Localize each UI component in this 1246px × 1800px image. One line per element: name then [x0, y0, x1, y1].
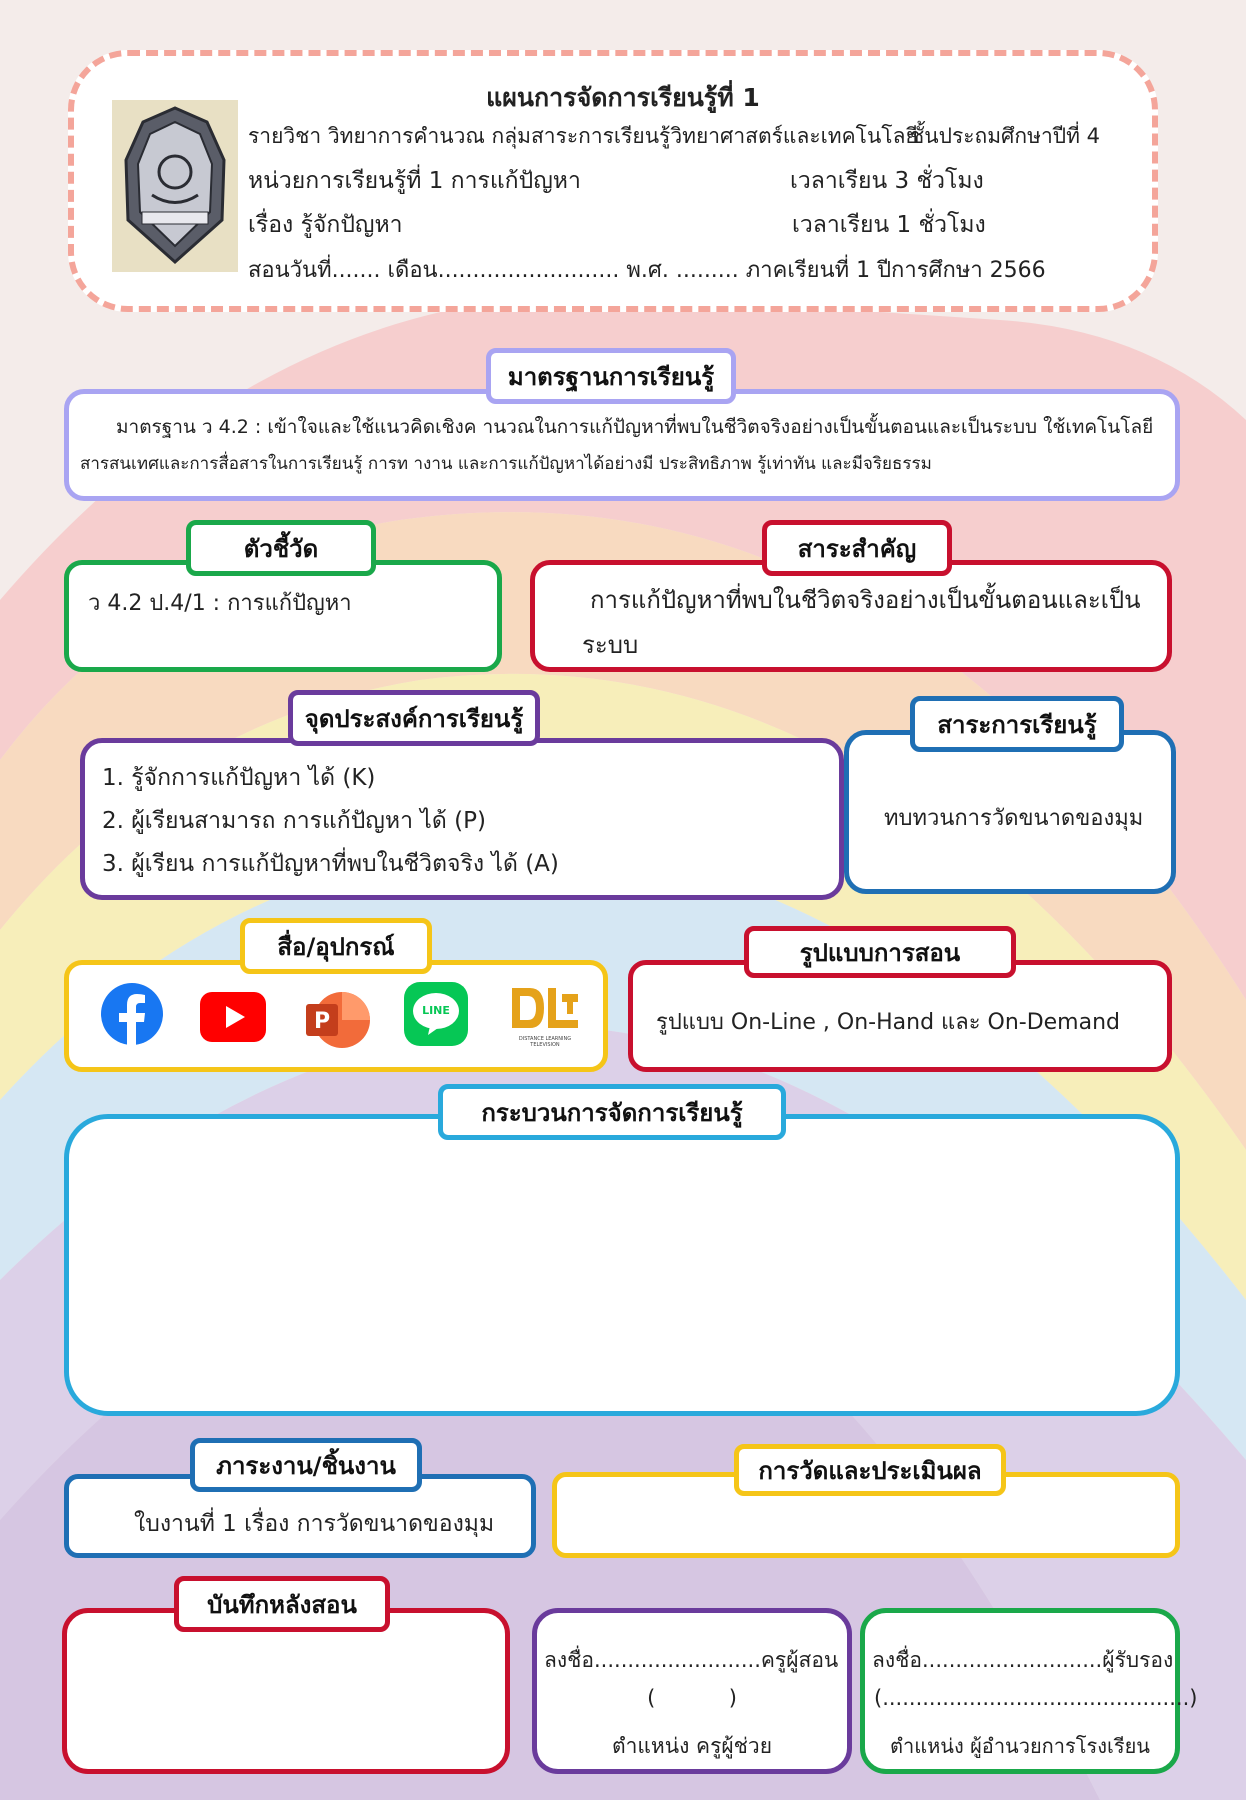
key-concept-line-1: การแก้ปัญหาที่พบในชีวิตจริงอย่างเป็นขั้นตอนและเป็น: [590, 586, 1141, 614]
header-title: แผนการจัดการเรียนรู้ที่ 1: [486, 83, 760, 112]
indicator-text: ว 4.2 ป.4/1 : การแก้ปัญหา: [88, 591, 352, 616]
standard-heading: มาตรฐานการเรียนรู้: [486, 348, 736, 404]
key-concept-heading: สาระสำคัญ: [762, 520, 952, 576]
header-unit-time: เวลาเรียน 3 ชั่วโมง: [790, 168, 984, 194]
header-topic: เรื่อง รู้จักปัญหา: [248, 212, 403, 238]
line-app-label: LINE: [422, 1004, 450, 1017]
teaching-model-text: รูปแบบ On-Line , On-Hand และ On-Demand: [656, 1010, 1120, 1035]
school-seal-icon: [112, 100, 238, 272]
objectives-heading: จุดประสงค์การเรียนรู้: [288, 690, 540, 746]
facebook-icon: [100, 982, 164, 1050]
post-note-box: [62, 1608, 510, 1774]
standard-line-1: มาตรฐาน ว 4.2 : เข้าใจและใช้แนวคิดเชิงค านวณในการแก้ปัญหาที่พบในชีวิตจริงอย่างเป็นขั้นตอนและเป็นระบบ ใช้เทคโนโลยี: [116, 416, 1154, 438]
objective-item-2: 2. ผู้เรียนสามารถ การแก้ปัญหา ได้ (P): [102, 808, 486, 834]
objective-item-3: 3. ผู้เรียน การแก้ปัญหาที่พบในชีวิตจริง ได้ (A): [102, 851, 559, 877]
indicator-heading: ตัวชี้วัด: [186, 520, 376, 576]
process-heading: กระบวนการจัดการเรียนรู้: [438, 1084, 786, 1140]
dltv-label: DISTANCE LEARNING TELEVISION: [518, 1036, 572, 1048]
director-signature-line: ลงชื่อ...........................ผู้รับรอง: [872, 1648, 1174, 1672]
content-heading: สาระการเรียนรู้: [910, 696, 1124, 752]
powerpoint-icon: [302, 990, 372, 1054]
task-heading: ภาระงาน/ชิ้นงาน: [190, 1438, 422, 1492]
teacher-signature-line: ลงชื่อ.........................ครูผู้สอน: [544, 1648, 839, 1672]
media-heading: สื่อ/อุปกรณ์: [240, 918, 432, 974]
standard-line-2: สารสนเทศและการสื่อสารในการเรียนรู้ การท างาน และการแก้ปัญหาได้อย่างมี ประสิทธิภาพ รู้เท่าทัน และมีจริยธรรม: [80, 454, 932, 474]
dltv-logo-icon: [508, 984, 582, 1054]
header-grade: ชั้นประถมศึกษาปีที่ 4: [910, 124, 1100, 148]
header-unit: หน่วยการเรียนรู้ที่ 1 การแก้ปัญหา: [248, 168, 581, 194]
header-subject: รายวิชา วิทยาการคำนวณ กลุ่มสาระการเรียนรู้วิทยาศาสตร์และเทคโนโลยี: [248, 124, 918, 148]
youtube-icon: [200, 992, 266, 1046]
task-text: ใบงานที่ 1 เรื่อง การวัดขนาดของมุม: [134, 1511, 495, 1537]
standard-box: [64, 389, 1180, 501]
teaching-model-heading: รูปแบบการสอน: [744, 926, 1016, 978]
line-app-icon: [404, 982, 468, 1050]
post-note-heading: บันทึกหลังสอน: [174, 1576, 390, 1632]
header-date-line: สอนวันที่....... เดือน.......................... พ.ศ. ......... ภาคเรียนที่ 1 ปีการศึกษา 2566: [248, 258, 1046, 283]
header-topic-time: เวลาเรียน 1 ชั่วโมง: [792, 212, 986, 238]
director-name-parens: (..............................................): [874, 1686, 1198, 1710]
objective-item-1: 1. รู้จักการแก้ปัญหา ได้ (K): [102, 765, 376, 791]
process-box: [64, 1114, 1180, 1416]
svg-text:P: P: [313, 1009, 331, 1034]
teacher-name-parens: ( ): [647, 1686, 737, 1710]
director-position: ตำแหน่ง ผู้อำนวยการโรงเรียน: [890, 1734, 1150, 1758]
teacher-position: ตำแหน่ง ครูผู้ช่วย: [611, 1734, 773, 1758]
key-concept-line-2: ระบบ: [582, 631, 639, 659]
content-text: ทบทวนการวัดขนาดของมุม: [884, 806, 1144, 831]
assessment-heading: การวัดและประเมินผล: [734, 1444, 1006, 1496]
